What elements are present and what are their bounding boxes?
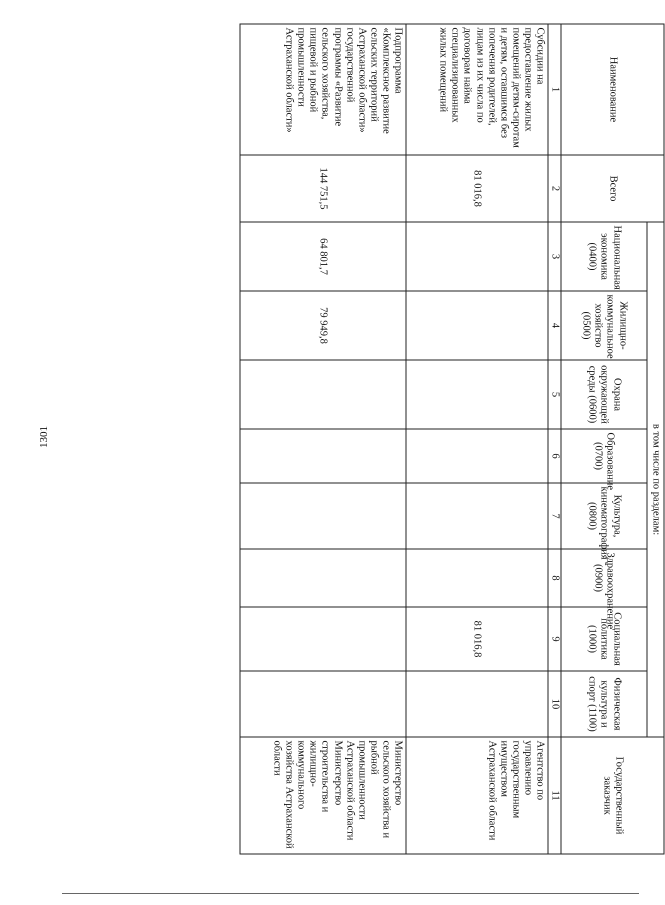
header-section-0400: Национальная экономика (0400) xyxy=(561,222,647,291)
column-number: 5 xyxy=(548,360,561,429)
row-value-1100 xyxy=(240,671,406,737)
row-value-0900 xyxy=(406,549,548,607)
page-number: 1301 xyxy=(38,426,50,448)
row-value-0800 xyxy=(406,483,548,549)
row-value-0900 xyxy=(240,549,406,607)
row-total: 81 016,8 xyxy=(406,155,548,222)
header-total: Всего xyxy=(561,155,664,222)
bottom-rule xyxy=(62,893,639,894)
row-value-0700 xyxy=(406,429,548,483)
header-section-0800: Культура, кинематография (0800) xyxy=(561,483,647,549)
row-value-1000: 81 016,8 xyxy=(406,607,548,671)
row-value-1000 xyxy=(240,607,406,671)
rotated-table-container xyxy=(240,24,665,854)
column-number: 3 xyxy=(548,222,561,291)
column-number: 7 xyxy=(548,483,561,549)
column-number: 2 xyxy=(548,155,561,222)
row-value-0600 xyxy=(240,360,406,429)
row-customer: Министерство сельского хозяйства и рыбной промышленности Астраханской области Министерство строительства и жилищно-коммунального хозяйства Астраханской области xyxy=(240,737,406,854)
row-value-0500 xyxy=(406,291,548,360)
row-value-0600 xyxy=(406,360,548,429)
column-number: 10 xyxy=(548,671,561,737)
row-value-0400: 64 801,7 xyxy=(240,222,406,291)
header-section-0600: Охрана окружающей среды (0600) xyxy=(561,360,647,429)
header-section-1000: Социальная политика (1000) xyxy=(561,607,647,671)
row-name: Подпрограмма «Комплексное развитие сельских территорий Астраханской области» государственной программы «Развитие сельского хозяйства, пищевой и рыбной промышленности Астраханской области» xyxy=(240,24,406,155)
table-row xyxy=(406,24,548,854)
header-customer: Государственный заказчик xyxy=(561,737,664,854)
row-name: Субсидии на предоставление жилых помещений детям-сиротам и детям, оставшимся без попечения родителей, лицам из их числа по договорам найма специализированных жилых помещений xyxy=(406,24,548,155)
row-customer: Агентство по управлению государственным имуществом Астраханской области xyxy=(406,737,548,854)
column-number: 6 xyxy=(548,429,561,483)
table-row xyxy=(240,24,406,854)
column-number: 11 xyxy=(548,737,561,854)
column-number: 1 xyxy=(548,24,561,155)
budget-table xyxy=(240,24,665,855)
row-value-0800 xyxy=(240,483,406,549)
header-section-0500: Жилищно-коммунальное хозяйство (0500) xyxy=(561,291,647,360)
column-number: 4 xyxy=(548,291,561,360)
column-number: 8 xyxy=(548,549,561,607)
header-section-0700: Образование (0700) xyxy=(561,429,647,483)
row-value-0500: 79 949,8 xyxy=(240,291,406,360)
header-subheader: в том числе по разделам: xyxy=(647,222,664,737)
row-value-1100 xyxy=(406,671,548,737)
header-section-1100: Физическая культура и спорт (1100) xyxy=(561,671,647,737)
row-value-0700 xyxy=(240,429,406,483)
row-total: 144 751,5 xyxy=(240,155,406,222)
column-number: 9 xyxy=(548,607,561,671)
header-name: Наименование xyxy=(561,24,664,155)
row-value-0400 xyxy=(406,222,548,291)
header-section-0900: Здравоохранение (0900) xyxy=(561,549,647,607)
